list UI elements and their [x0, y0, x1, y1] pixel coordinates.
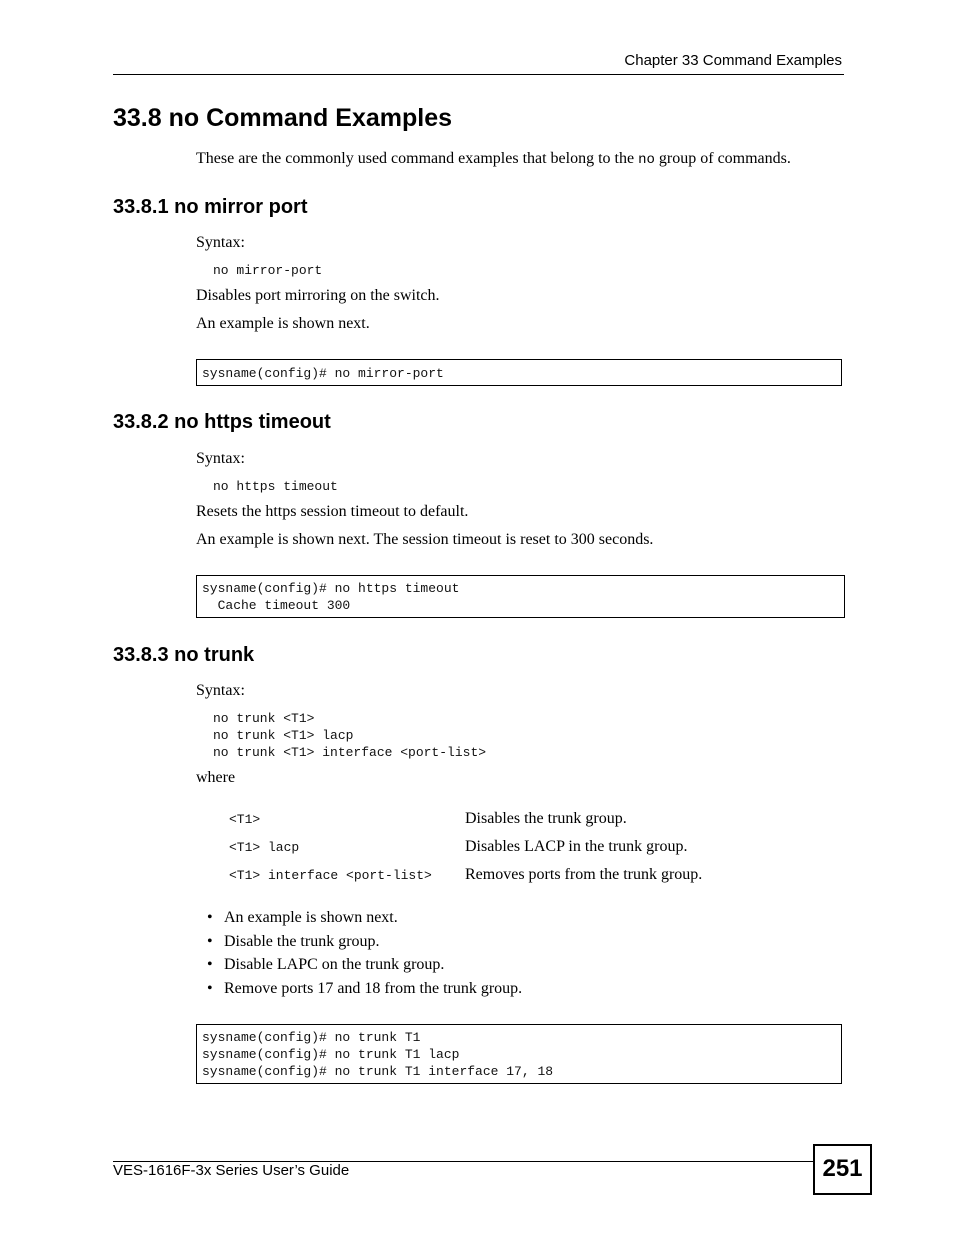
code-line: sysname(config)# no trunk T1 interface 17, 18 [202, 1064, 554, 1079]
param-name: <T1> lacp [229, 840, 300, 855]
subsection-title-mirror: 33.8.1 no mirror port [113, 196, 308, 218]
bullet-icon: • [207, 933, 213, 950]
param-desc: Disables LACP in the trunk group. [465, 838, 688, 855]
description: Resets the https session timeout to default. [196, 503, 469, 520]
example-note: An example is shown next. The session timeout is reset to 300 seconds. [196, 531, 654, 548]
syntax-code: no trunk <T1> lacp [213, 728, 354, 743]
subsection-title-https: 33.8.2 no https timeout [113, 411, 331, 433]
list-item: • Disable the trunk group. [207, 933, 380, 950]
header-rule [113, 74, 844, 75]
param-desc: Disables the trunk group. [465, 810, 627, 827]
param-name: <T1> [229, 812, 261, 827]
example-note: An example is shown next. [196, 315, 370, 332]
list-item: • Remove ports 17 and 18 from the trunk group. [207, 980, 523, 997]
page-number: 251 [813, 1144, 872, 1195]
syntax-label: Syntax: [196, 682, 245, 699]
section-intro [196, 150, 791, 168]
list-item: • An example is shown next. [207, 909, 398, 926]
where-label: where [196, 769, 236, 786]
code-example-box [196, 575, 845, 618]
syntax-label: Syntax: [196, 234, 245, 251]
code-example-box [196, 1024, 842, 1084]
section-title: 33.8 no Command Examples [113, 104, 453, 132]
bullet-icon: • [207, 956, 213, 973]
description: Disables port mirroring on the switch. [196, 287, 440, 304]
syntax-code: no trunk <T1> [213, 711, 315, 726]
bullet-icon: • [207, 909, 213, 926]
syntax-code: no trunk <T1> interface <port-list> [213, 745, 487, 760]
syntax-code: no mirror-port [213, 263, 323, 278]
code-line: sysname(config)# no trunk T1 [202, 1030, 421, 1045]
intro-code: no [638, 152, 655, 168]
syntax-label: Syntax: [196, 450, 245, 467]
syntax-code: no https timeout [213, 479, 338, 494]
code-line: Cache timeout 300 [202, 598, 351, 613]
bullet-icon: • [207, 980, 213, 997]
code-line: sysname(config)# no https timeout [202, 581, 460, 596]
running-header: Chapter 33 Command Examples [624, 52, 842, 69]
list-item: • Disable LAPC on the trunk group. [207, 956, 445, 973]
code-line: sysname(config)# no trunk T1 lacp [202, 1047, 460, 1062]
param-desc: Removes ports from the trunk group. [465, 866, 703, 883]
intro-text-after: group of commands. [654, 150, 791, 167]
code-line: sysname(config)# no mirror-port [202, 366, 444, 381]
footer-guide-title: VES-1616F-3x Series User’s Guide [113, 1162, 350, 1179]
subsection-title-trunk: 33.8.3 no trunk [113, 644, 255, 666]
intro-text-before: These are the commonly used command examples that belong to the [196, 150, 639, 167]
code-example-box [196, 359, 842, 386]
param-name: <T1> interface <port-list> [229, 868, 432, 883]
